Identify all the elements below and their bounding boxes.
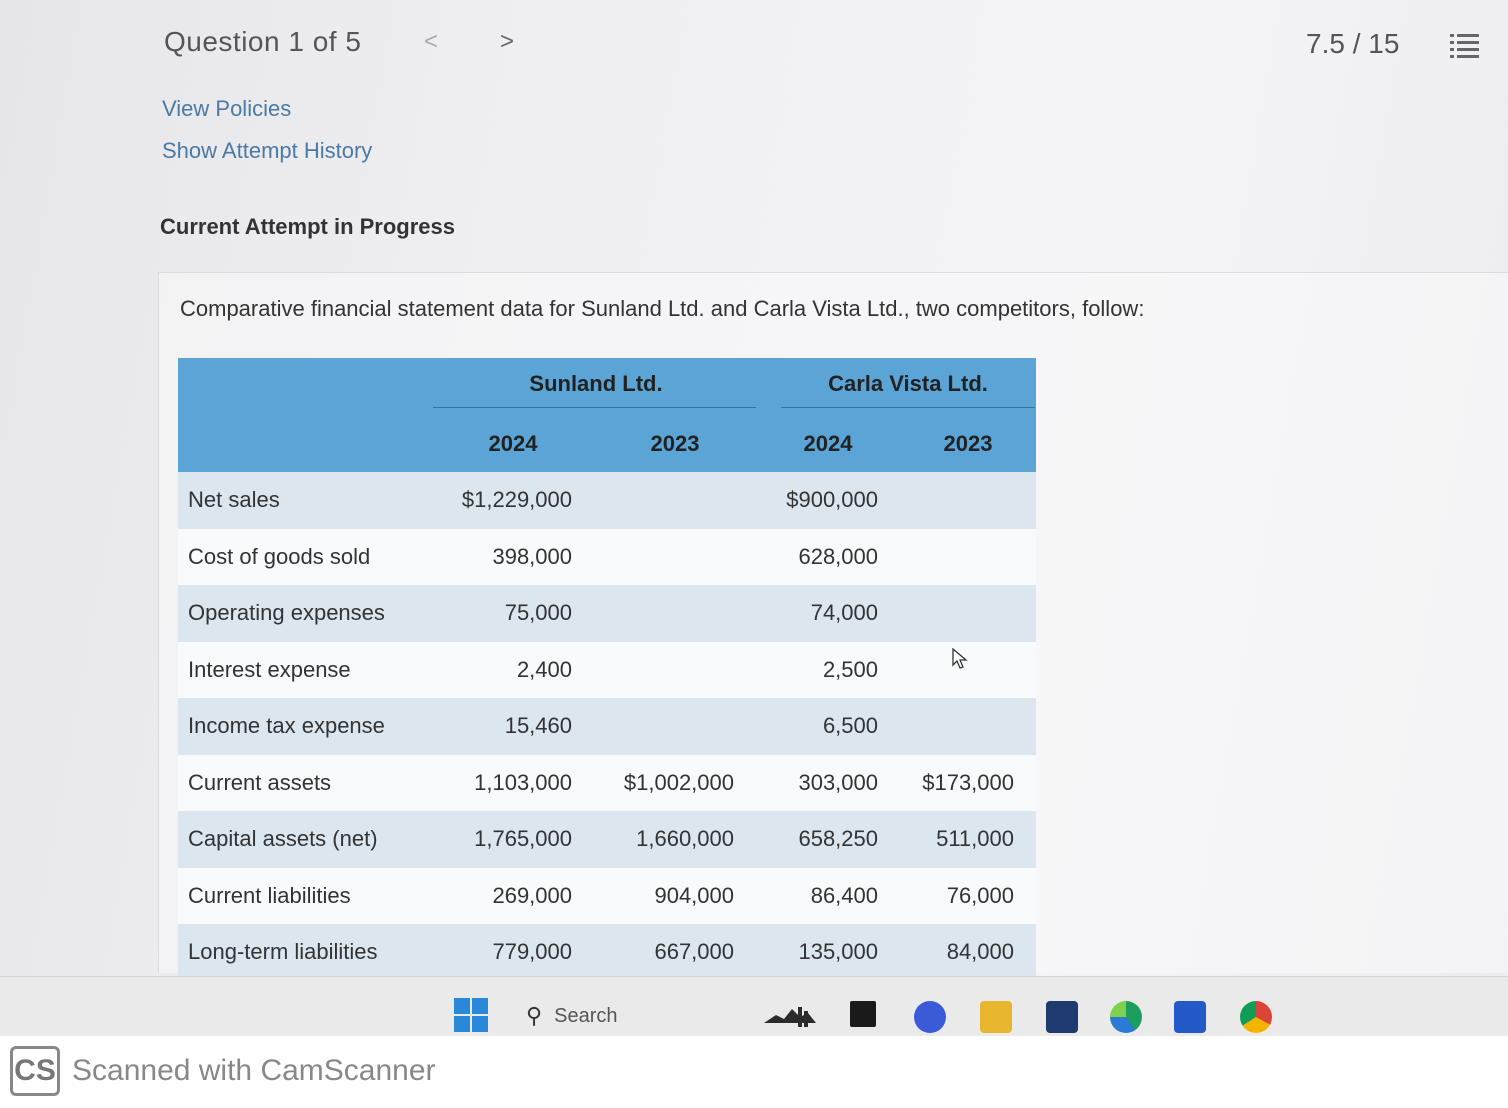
table-cell: 1,660,000 xyxy=(594,811,756,868)
search-label: Search xyxy=(554,1004,618,1027)
camscanner-text: Scanned with CamScanner xyxy=(72,1054,436,1087)
table-cell xyxy=(594,472,756,529)
table-row xyxy=(178,698,1036,755)
table-cell xyxy=(900,698,1036,755)
table-cell: 135,000 xyxy=(756,924,900,981)
row-label: Net sales xyxy=(178,472,432,529)
table-row xyxy=(178,755,1036,812)
camscanner-footer xyxy=(0,1036,1508,1108)
table-cell: 779,000 xyxy=(432,924,594,981)
table-cell: 658,250 xyxy=(756,811,900,868)
search-icon: ⚲ xyxy=(526,1003,543,1028)
table-cell xyxy=(594,698,756,755)
chrome-icon[interactable] xyxy=(1240,1001,1272,1033)
table-cell: 511,000 xyxy=(900,811,1036,868)
table-cell: 628,000 xyxy=(756,529,900,586)
store-icon[interactable] xyxy=(1046,1001,1078,1033)
row-label: Capital assets (net) xyxy=(178,811,432,868)
table-cell: 6,500 xyxy=(756,698,900,755)
taskbar xyxy=(0,976,1508,1037)
table-cell: $1,002,000 xyxy=(594,755,756,812)
list-icon[interactable] xyxy=(1450,32,1480,58)
table-cell: 84,000 xyxy=(900,924,1036,981)
table-cell: 86,400 xyxy=(756,868,900,925)
row-label: Interest expense xyxy=(178,642,432,699)
table-cell: $1,229,000 xyxy=(432,472,594,529)
year-header: 2024 xyxy=(756,415,900,472)
row-label: Current assets xyxy=(178,755,432,812)
table-cell: 269,000 xyxy=(432,868,594,925)
mcafee-icon[interactable] xyxy=(1174,1001,1206,1033)
table-cell xyxy=(900,585,1036,642)
table-cell xyxy=(900,529,1036,586)
company-header-sunland xyxy=(432,358,756,415)
financial-data-table xyxy=(178,358,1036,981)
next-question-icon[interactable]: > xyxy=(500,28,515,55)
company-name-sunland: Sunland Ltd. xyxy=(433,365,759,408)
table-cell: 2,500 xyxy=(756,642,900,699)
table-cell: 1,103,000 xyxy=(432,755,594,812)
row-label: Cost of goods sold xyxy=(178,529,432,586)
table-row xyxy=(178,472,1036,529)
table-cell: 398,000 xyxy=(432,529,594,586)
question-text: Comparative financial statement data for Sunland Ltd. and Carla Vista Ltd., two competitors, follow: xyxy=(180,296,1145,321)
score-display: 7.5 / 15 xyxy=(1306,28,1400,59)
weather-icon[interactable] xyxy=(762,1001,818,1033)
table-header-blank xyxy=(178,358,432,415)
table-cell: $900,000 xyxy=(756,472,900,529)
table-header-blank xyxy=(178,415,432,472)
year-header: 2023 xyxy=(900,415,1036,472)
taskbar-search[interactable] xyxy=(516,995,736,1037)
table-cell: 2,400 xyxy=(432,642,594,699)
table-cell: 76,000 xyxy=(900,868,1036,925)
table-row xyxy=(178,642,1036,699)
windows-start-icon[interactable] xyxy=(454,998,488,1032)
row-label: Long-term liabilities xyxy=(178,924,432,981)
table-cell: 904,000 xyxy=(594,868,756,925)
show-attempt-history-link[interactable]: Show Attempt History xyxy=(162,138,373,163)
company-name-carla-vista: Carla Vista Ltd. xyxy=(781,365,1035,408)
table-row xyxy=(178,585,1036,642)
row-label: Operating expenses xyxy=(178,585,432,642)
question-counter: Question 1 of 5 xyxy=(164,26,362,57)
table-row xyxy=(178,529,1036,586)
year-header: 2023 xyxy=(594,415,756,472)
row-label: Current liabilities xyxy=(178,868,432,925)
table-cell: 667,000 xyxy=(594,924,756,981)
table-cell xyxy=(594,529,756,586)
edge-icon[interactable] xyxy=(1110,1001,1142,1033)
table-cell: 74,000 xyxy=(756,585,900,642)
attempt-title: Current Attempt in Progress xyxy=(160,214,456,239)
chat-icon[interactable] xyxy=(914,1001,946,1033)
table-cell: 1,765,000 xyxy=(432,811,594,868)
table-cell: 75,000 xyxy=(432,585,594,642)
mouse-cursor-icon xyxy=(952,648,968,670)
folder-icon[interactable] xyxy=(980,1001,1012,1033)
file-icon[interactable] xyxy=(850,1001,876,1027)
table-cell xyxy=(594,585,756,642)
table-cell: 303,000 xyxy=(756,755,900,812)
year-header: 2024 xyxy=(432,415,594,472)
camscanner-logo: CS xyxy=(10,1046,60,1096)
table-cell: 15,460 xyxy=(432,698,594,755)
table-cell xyxy=(594,642,756,699)
table-row xyxy=(178,924,1036,981)
table-cell: $173,000 xyxy=(900,755,1036,812)
previous-question-icon[interactable]: < xyxy=(424,28,439,55)
table-cell xyxy=(900,472,1036,529)
view-policies-link[interactable]: View Policies xyxy=(162,96,292,121)
table-row xyxy=(178,811,1036,868)
company-header-carla-vista xyxy=(756,358,1036,415)
row-label: Income tax expense xyxy=(178,698,432,755)
table-row xyxy=(178,868,1036,925)
table-cell xyxy=(900,642,1036,699)
